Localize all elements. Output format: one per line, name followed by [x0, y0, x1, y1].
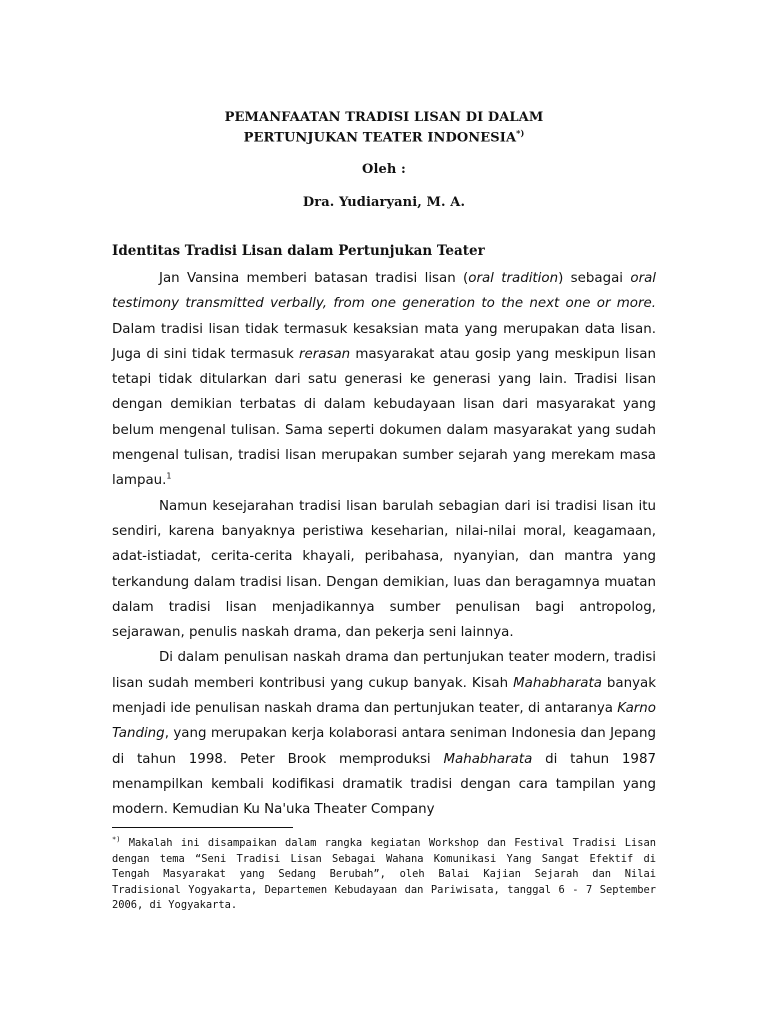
- title-line-1: [0, 110, 768, 125]
- body-text: [112, 266, 656, 823]
- paragraph-3: Di dalam penulisan naskah drama dan pertunjukan teater modern, tradisi lisan sudah memberi kontribusi yang cukup banyak. Kisah Mahabharata banyak menjadi ide penulisan naskah drama dan pertunjukan teater, di antaranya Karno Tanding, yang merupakan kerja kolaborasi antara seniman Indonesia dan Jepang di tahun 1998. Peter Brook memproduksi Mahabharata di tahun 1987 menampilkan kembali kodifikasi dramatik tradisi dengan cara tampilan yang modern. Kemudian Ku Na'uka Theater Company: [112, 650, 656, 818]
- endnote-ref-1: 1: [166, 471, 172, 481]
- footnote-marker: *): [112, 835, 121, 844]
- title-line-2-text: PERTUNJUKAN TEATER INDONESIA: [243, 130, 517, 146]
- title-footnote-marker: *): [516, 128, 525, 138]
- by-label: [0, 162, 768, 177]
- title-line-2: [0, 128, 768, 145]
- paragraph-1: Jan Vansina memberi batasan tradisi lisan (oral tradition) sebagai oral testimony transmitted verbally, from one generation to the next one or more. Dalam tradisi lisan tidak termasuk kesaksian mata yang merupakan data lisan. Juga di sini tidak termasuk rerasan masyarakat atau gosip yang meskipun lisan tetapi tidak ditularkan dari satu generasi ke generasi yang lain. Tradisi lisan dengan demikian terbatas di dalam kebudayaan lisan dari masyarakat yang belum mengenal tulisan. Sama seperti dokumen dalam masyarakat yang sudah mengenal tulisan, tradisi lisan merupakan sumber sejarah yang merekam masa lampau.$^1$: [112, 271, 656, 489]
- author-name: Dra. Yudiaryani, M. A.: [302, 195, 466, 210]
- footnote-text: Makalah ini disampaikan dalam rangka kegiatan Workshop dan Festival Tradisi Lisan dengan tema “Seni Tradisi Lisan Sebagai Wahana Komunikasi Yang Sangat Efektif di Tengah Masyarakat yang Sedang Berubah”, oleh Balai Kajian Sejarah dan Nilai Tradisional Yogyakarta, Departemen Kebudayaan dan Pariwisata, tanggal 6 - 7 September 2006, di Yogyakarta.: [112, 837, 656, 912]
- footnote: [112, 836, 656, 914]
- title-line-1-text: PEMANFAATAN TRADISI LISAN DI DALAM: [224, 110, 544, 125]
- by-label-text: Oleh :: [362, 162, 406, 177]
- section-heading: Identitas Tradisi Lisan dalam Pertunjukan Teater: [112, 243, 485, 259]
- author: [0, 195, 768, 210]
- footnote-separator: [112, 827, 293, 828]
- paragraph-2: Namun kesejarahan tradisi lisan barulah sebagian dari isi tradisi lisan itu sendiri, karena banyaknya peristiwa keseharian, nilai-nilai moral, keagamaan, adat-istiadat, cerita-cerita khayali, peribahasa, nyanyian, dan mantra yang terkandung dalam tradisi lisan. Dengan demikian, luas dan beragamnya muatan dalam tradisi lisan menjadikannya sumber penulisan bagi antropolog, sejarawan, penulis naskah drama, dan pekerja seni lainnya.: [112, 498, 656, 641]
